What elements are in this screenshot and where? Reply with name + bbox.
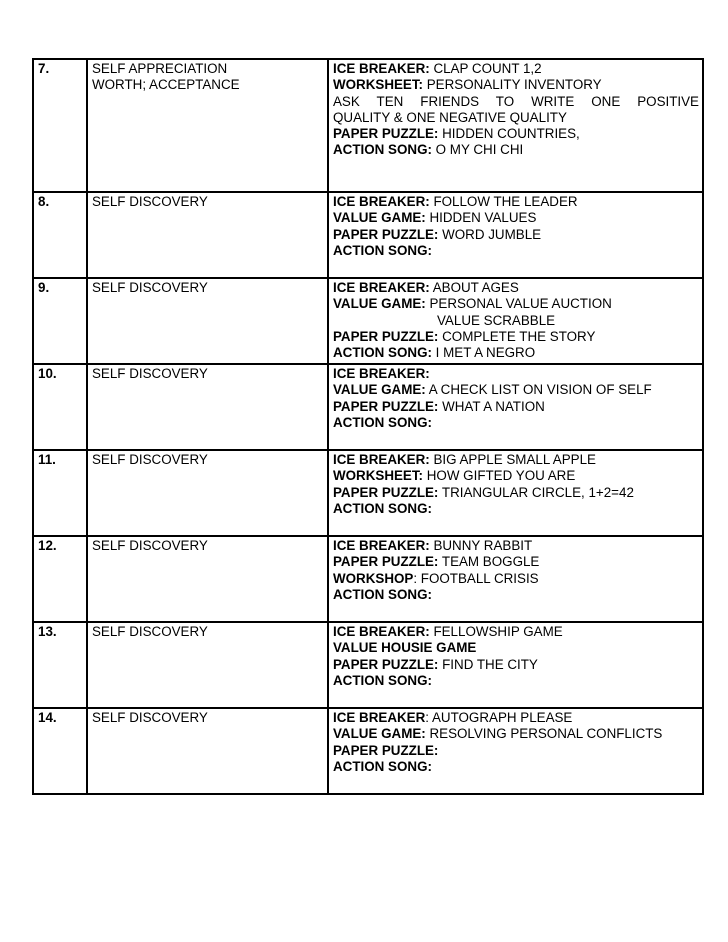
- activity-value: HIDDEN COUNTRIES,: [438, 126, 580, 142]
- activity-line: [333, 399, 699, 415]
- activity-value: WHAT A NATION: [438, 398, 545, 414]
- session-activities: [328, 450, 703, 536]
- session-number: 12.: [33, 536, 87, 622]
- session-topic: [87, 536, 328, 622]
- activity-label: ICE BREAKER: [333, 710, 426, 725]
- activity-line: [333, 345, 699, 361]
- session-activities: [328, 708, 703, 794]
- table-row: [33, 364, 703, 450]
- session-number: 10.: [33, 364, 87, 450]
- activity-line: [333, 501, 699, 517]
- session-topic: [87, 278, 328, 364]
- topic-line: SELF DISCOVERY: [92, 710, 208, 725]
- activity-line: [333, 657, 699, 673]
- activity-label: PAPER PUZZLE:: [333, 126, 439, 142]
- activity-line: [333, 673, 699, 689]
- session-topic: [87, 59, 328, 192]
- topic-line: SELF DISCOVERY: [92, 194, 208, 209]
- activity-label: PAPER PUZZLE:: [333, 484, 439, 500]
- activity-line: [333, 710, 699, 726]
- session-topic: [87, 364, 328, 450]
- activity-line: [333, 468, 699, 484]
- session-activities: [328, 622, 703, 708]
- activity-label: PAPER PUZZLE:: [333, 398, 439, 414]
- activity-label: PAPER PUZZLE:: [333, 742, 439, 758]
- activity-label: PAPER PUZZLE:: [333, 656, 439, 672]
- activity-line: [333, 313, 699, 329]
- activity-value: VALUE SCRABBLE: [437, 312, 556, 328]
- activity-line: [333, 210, 699, 226]
- activity-line: [333, 142, 699, 158]
- activity-label: ACTION SONG:: [333, 242, 432, 258]
- activity-label: ACTION SONG:: [333, 758, 432, 774]
- activity-line: [333, 94, 699, 110]
- session-number: 7.: [33, 59, 87, 192]
- topic-line: SELF APPRECIATION: [92, 61, 228, 76]
- topic-line: SELF DISCOVERY: [92, 452, 208, 467]
- activity-value: HOW GIFTED YOU ARE: [423, 468, 576, 484]
- activity-label: VALUE GAME:: [333, 726, 426, 742]
- activity-value: CLAP COUNT 1,2: [429, 61, 542, 76]
- activity-label: ICE BREAKER:: [333, 61, 430, 76]
- table-row: [33, 59, 703, 192]
- topic-line: SELF DISCOVERY: [92, 624, 208, 639]
- activity-value: O MY CHI CHI: [431, 142, 524, 158]
- session-number: 11.: [33, 450, 87, 536]
- session-activities: [328, 59, 703, 192]
- activity-line: [333, 110, 699, 126]
- activity-value: HIDDEN VALUES: [425, 210, 537, 226]
- activity-line: [333, 538, 699, 554]
- activity-label: ACTION SONG:: [333, 586, 432, 602]
- activity-line: [333, 227, 699, 243]
- activity-line: [333, 759, 699, 775]
- session-activities: [328, 278, 703, 364]
- activity-line: [333, 571, 699, 587]
- activity-line: [333, 485, 699, 501]
- activity-value: ABOUT AGES: [429, 280, 519, 295]
- activity-line: [333, 194, 699, 210]
- activity-label: PAPER PUZZLE:: [333, 226, 439, 242]
- activity-line: [333, 587, 699, 603]
- activity-line: [333, 452, 699, 468]
- activity-value: QUALITY & ONE NEGATIVE QUALITY: [333, 109, 567, 125]
- session-number: 8.: [33, 192, 87, 278]
- activity-label: ICE BREAKER:: [333, 280, 430, 295]
- activity-line: [333, 296, 699, 312]
- activity-label: ACTION SONG:: [333, 672, 432, 688]
- topic-line: SELF DISCOVERY: [92, 366, 208, 381]
- activity-label: ICE BREAKER:: [333, 366, 430, 381]
- activity-value: BIG APPLE SMALL APPLE: [429, 452, 596, 467]
- topic-line: SELF DISCOVERY: [92, 280, 208, 295]
- activity-line: [333, 640, 699, 656]
- activity-label: ICE BREAKER:: [333, 452, 430, 467]
- activity-value: FOLLOW THE LEADER: [429, 194, 578, 209]
- session-schedule-table: [32, 58, 704, 795]
- activity-label: VALUE GAME:: [333, 382, 426, 398]
- activity-label: ACTION SONG:: [333, 500, 432, 516]
- session-activities: [328, 364, 703, 450]
- activity-line: [333, 554, 699, 570]
- activity-label: WORKSHEET:: [333, 468, 424, 484]
- activity-value: BUNNY RABBIT: [429, 538, 533, 553]
- activity-label: PAPER PUZZLE:: [333, 554, 439, 570]
- activity-line: [333, 243, 699, 259]
- activity-label: ICE BREAKER:: [333, 624, 430, 639]
- table-row: [33, 708, 703, 794]
- activity-line: [333, 61, 699, 77]
- activity-label: ACTION SONG:: [333, 142, 432, 158]
- session-topic: [87, 192, 328, 278]
- activity-label: VALUE GAME:: [333, 296, 426, 312]
- activity-value: ASK TEN FRIENDS TO WRITE ONE POSITIVE: [333, 93, 699, 109]
- table-row: [33, 622, 703, 708]
- activity-value: RESOLVING PERSONAL CONFLICTS: [425, 726, 663, 742]
- activity-value: PERSONALITY INVENTORY: [423, 77, 602, 93]
- activity-line: [333, 77, 699, 93]
- activity-line: [333, 743, 699, 759]
- table-row: [33, 192, 703, 278]
- activity-value: TRIANGULAR CIRCLE, 1+2=42: [438, 484, 634, 500]
- activity-label: ACTION SONG:: [333, 345, 432, 361]
- activity-value: FIND THE CITY: [438, 656, 538, 672]
- activity-label: PAPER PUZZLE:: [333, 328, 439, 344]
- table-row: [33, 450, 703, 536]
- activity-value: : AUTOGRAPH PLEASE: [425, 710, 573, 725]
- topic-line: SELF DISCOVERY: [92, 538, 208, 553]
- activity-label: ACTION SONG:: [333, 414, 432, 430]
- session-topic: [87, 450, 328, 536]
- activity-line: [333, 366, 699, 382]
- session-topic: [87, 708, 328, 794]
- table-row: [33, 278, 703, 364]
- activity-line: [333, 382, 699, 398]
- activity-label: VALUE GAME:: [333, 210, 426, 226]
- table-row: [33, 536, 703, 622]
- session-number: 9.: [33, 278, 87, 364]
- activity-value: A CHECK LIST ON VISION OF SELF: [425, 382, 652, 398]
- session-number: 13.: [33, 622, 87, 708]
- activity-line: [333, 126, 699, 142]
- session-activities: [328, 192, 703, 278]
- activity-label: WORKSHOP: [333, 570, 414, 586]
- activity-label: VALUE HOUSIE GAME: [333, 640, 477, 656]
- activity-line: [333, 415, 699, 431]
- activity-line: [333, 280, 699, 296]
- activity-value: TEAM BOGGLE: [438, 554, 540, 570]
- activity-label: ICE BREAKER:: [333, 194, 430, 209]
- activity-line: [333, 624, 699, 640]
- activity-line: [333, 329, 699, 345]
- activity-line: [333, 726, 699, 742]
- activity-label: WORKSHEET:: [333, 77, 424, 93]
- activity-label: ICE BREAKER:: [333, 538, 430, 553]
- activity-value: PERSONAL VALUE AUCTION: [425, 296, 612, 312]
- activity-value: I MET A NEGRO: [431, 345, 536, 361]
- session-number: 14.: [33, 708, 87, 794]
- activity-value: : FOOTBALL CRISIS: [413, 570, 539, 586]
- session-topic: [87, 622, 328, 708]
- activity-value: FELLOWSHIP GAME: [429, 624, 563, 639]
- topic-line: WORTH; ACCEPTANCE: [92, 77, 240, 93]
- activity-value: WORD JUMBLE: [438, 226, 542, 242]
- activity-value: COMPLETE THE STORY: [438, 328, 596, 344]
- session-activities: [328, 536, 703, 622]
